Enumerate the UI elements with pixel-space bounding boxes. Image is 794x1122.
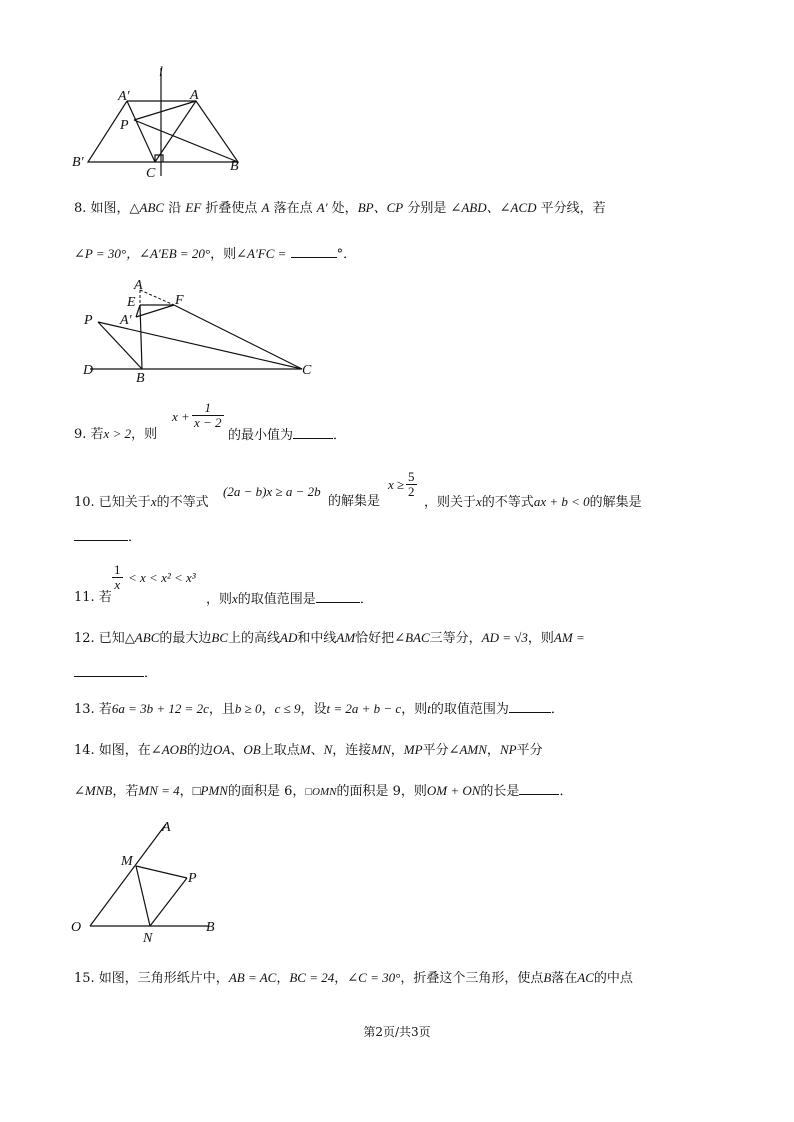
fig7-label-a: A: [190, 88, 199, 103]
fig8-label-b: B: [136, 371, 145, 384]
fig8-label-p: P: [84, 313, 93, 328]
q10-line1: 10. 已知关于x的不等式: [74, 494, 209, 510]
q10-solution-left: x ≥: [388, 477, 405, 492]
q13-answer-blank[interactable]: [509, 698, 551, 713]
fig7-label-l: l: [159, 65, 163, 80]
fig14-label-b: B: [206, 920, 215, 935]
fig8-label-f: F: [175, 293, 184, 308]
figure-q7: [60, 58, 280, 188]
q8-line2: ∠P = 30°，∠A′EB = 20°，则∠A′FC = °．: [74, 243, 356, 265]
q14-answer-blank[interactable]: [519, 780, 559, 795]
q11-tail: ，则x的取值范围是 ．: [206, 588, 373, 610]
q9-answer-blank[interactable]: [293, 424, 333, 439]
q11-line: 11. 若: [74, 590, 112, 605]
q11-fraction: $\frac{1}{x}$: [114, 562, 121, 592]
q8-line1: 8. 如图，△ABC 沿 EF 折叠使点 A 落在点 A′ 处，BP、CP 分别是 ∠ABD、∠ACD 平分线，若: [74, 200, 606, 216]
fig14-label-a: A: [162, 820, 171, 835]
fig7-label-a-prime: A′: [118, 89, 130, 104]
fig8-label-c: C: [302, 363, 312, 378]
q10-inequality: (2a − b)x ≥ a − 2b: [223, 484, 321, 499]
fig7-label-b-prime: B′: [72, 155, 84, 170]
q8-answer-blank[interactable]: [291, 243, 337, 258]
fig8-label-a-prime: A′: [120, 313, 132, 328]
q15-line: 15. 如图，三角形纸片中，AB = AC，BC = 24，∠C = 30°，折叠这个三角形，使点B落在AC的中点: [74, 970, 633, 986]
fig7-label-b: B: [230, 159, 239, 174]
fig8-label-e: E: [127, 295, 136, 310]
q14-line1: 14. 如图，在∠AOB的边OA、OB上取点M、N，连接MN，MP平分∠AMN，NP平分: [74, 742, 543, 758]
q10-fraction: $\frac{5}{2}$: [408, 469, 415, 499]
fig8-label-d: D: [83, 363, 94, 378]
fig14-label-n: N: [143, 931, 153, 946]
figure-q14: [68, 814, 238, 946]
q10-answer-blank[interactable]: [74, 526, 128, 541]
fig14-label-p: P: [188, 871, 197, 886]
q12-line2: ．: [74, 662, 157, 684]
q13-line: 13. 若6a = 3b + 12 = 2c，且b ≥ 0，c ≤ 9，设t = 2a + b − c，则t的取值范围为 ．: [74, 698, 564, 720]
fig8-label-a: A: [134, 278, 143, 293]
figure-q8: [78, 272, 328, 384]
fig14-label-o: O: [71, 920, 82, 935]
q12-line1: 12. 已知△ABC的最大边BC上的高线AD和中线AM恰好把∠BAC三等分，AD = √3，则AM =: [74, 630, 585, 646]
q9-tail: 的最小值为 ．: [228, 424, 346, 446]
q10-tail: ，则关于x的不等式ax + b < 0的解集是: [424, 494, 642, 510]
q10-line2: ．: [74, 526, 141, 548]
q11-answer-blank[interactable]: [316, 588, 360, 603]
q10-mid: 的解集是: [328, 494, 381, 509]
q9-fraction: $\frac{1}{x - 2}$: [194, 400, 222, 430]
fig7-label-p: P: [120, 118, 129, 133]
q9-expr-left: x +: [172, 409, 190, 424]
q12-answer-blank[interactable]: [74, 662, 144, 677]
q9-line: 9. 若x > 2，则: [74, 426, 158, 442]
fig14-label-m: M: [121, 854, 133, 869]
q14-line2: ∠MNB，若MN = 4，□PMN的面积是 6，□OMN的面积是 9，则OM + ON的长是 ．: [74, 780, 572, 802]
q11-chain: < x < x² < x³: [128, 570, 196, 585]
fig7-label-c: C: [146, 166, 156, 181]
page-footer: 第2页/共3页: [363, 1025, 431, 1039]
